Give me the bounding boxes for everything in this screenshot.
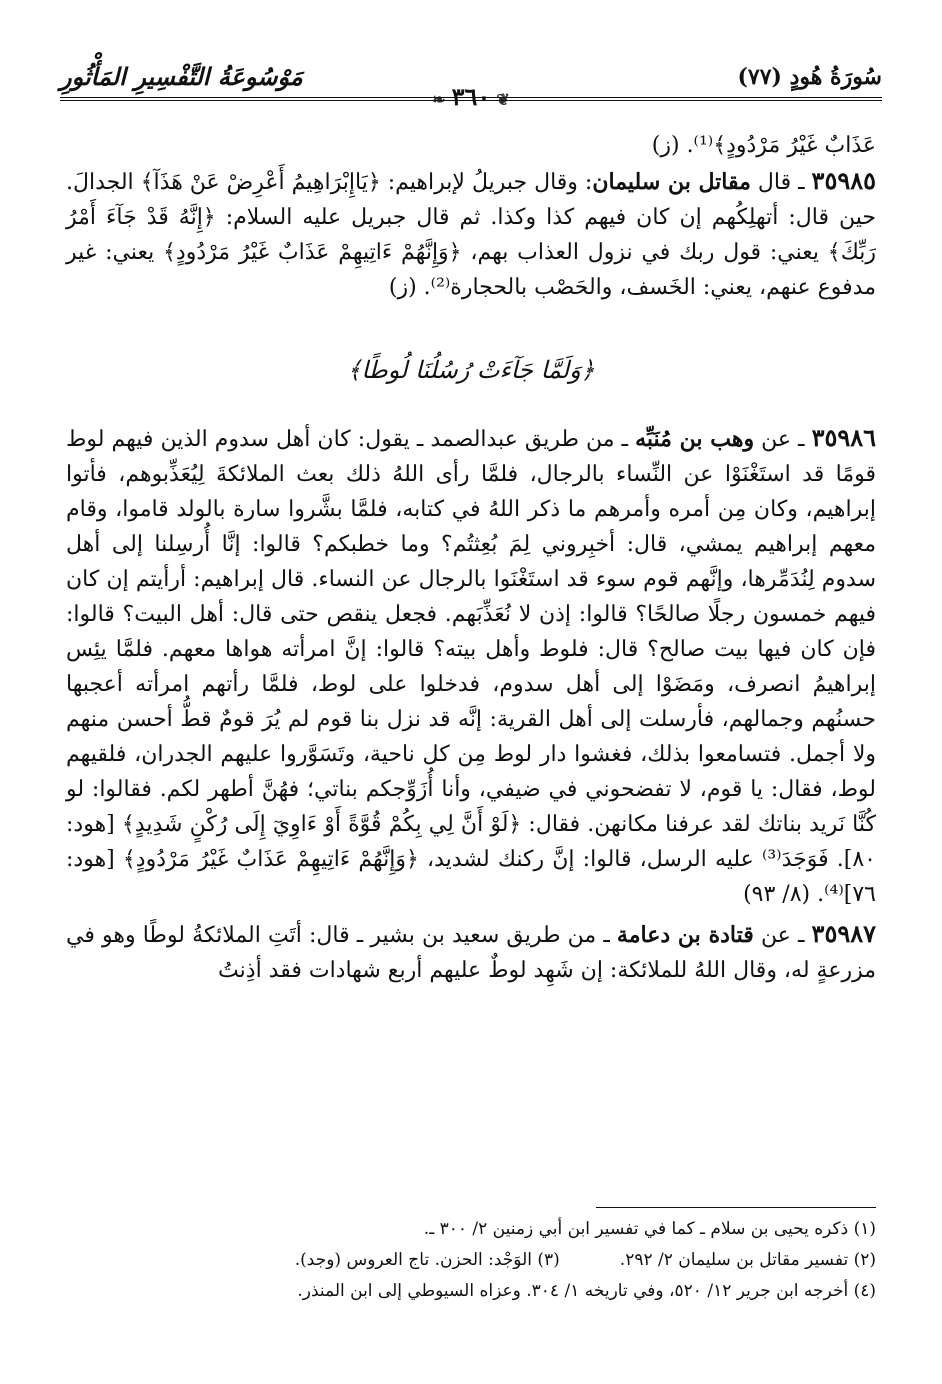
- narrator-name: مقاتل بن سليمان: [592, 169, 751, 195]
- verse-heading: ﴿وَلَمَّا جَآءَتْ رُسُلُنَا لُوطًا﴾: [347, 356, 595, 384]
- book-title: مَوْسُوعَةُ التَّفْسِيرِ المَأْثُورِ: [60, 62, 303, 91]
- paragraph-35986: [66, 420, 876, 912]
- paragraph-35987: [66, 916, 876, 988]
- ornament-icon: ❦: [496, 90, 510, 109]
- footnote-row: [66, 1245, 876, 1276]
- narrator-name: قتادة بن دعامة: [616, 922, 754, 948]
- footnote-2: (٢) تفسير مقاتل بن سليمان ٢/ ٢٩٢.: [619, 1250, 876, 1270]
- narration-text: : وقال جبريلُ لإبراهيم: ﴿يَاإِبْرَاهِيمُ أَعْرِضْ عَنْ هَذَآ﴾ الجدالَ. حين قال: أتهلِكُهم إن كان فيهم كذا وكذا. ثم قال جبريل عليه السلام: ﴿إِنَّهُ قَدْ جَآءَ أَمْرُ رَبِّكَ﴾ يعني: قول ربك في نزول العذاب بهم، ﴿وَإِنَّهُمْ ءَاتِيهِمْ عَذَابٌ غَيْرُ مَرْدُودٍ﴾ يعني: غير مدفوع عنهم، يعني: الخَسف، والحَصْب بالحجارة⁽²⁾. (ز): [66, 170, 876, 300]
- page-number: ٣٦٠: [451, 82, 491, 111]
- narration-number: ٣٥٩٨٧: [811, 919, 876, 948]
- narration-number: ٣٥٩٨٥: [811, 166, 876, 195]
- narration-number: ٣٥٩٨٦: [811, 423, 877, 452]
- footnote-rule: [596, 1207, 876, 1208]
- narration-text: ـ من طريق سعيد بن بشير ـ قال: أتَتِ الملائكةُ لوطًا وهو في مزرعةٍ له، وقال اللهُ للملائكة: إن شَهِد لوطٌ عليهم أربع شهادات فقد أذِنتُ: [66, 923, 876, 983]
- main-text: [66, 128, 876, 988]
- ornament-icon: ❧: [432, 90, 446, 109]
- narrator-name: وهب بن مُنَبِّه: [635, 426, 755, 452]
- narration-lead: ـ عن: [754, 427, 812, 452]
- footnotes: [66, 1214, 876, 1307]
- surah-title: سُورَةُ هُودٍ (٧٧): [737, 64, 882, 90]
- paragraph-continuation: عَذَابٌ غَيْرُ مَرْدُودٍ﴾⁽¹⁾. (ز): [651, 133, 876, 158]
- header-rule: [60, 97, 882, 98]
- header-rule-thin: [60, 100, 882, 101]
- narration-text: ـ من طريق عبدالصمد ـ يقول: كان أهل سدوم الذين فيهم لوط قومًا قد استَغْنَوْا عن النِّساء بالرجال، فلمَّا رأى اللهُ ذلك بعث الملائكةَ لِيُعَذِّبوهم، فأتوا إبراهيم، وكان مِن أمره وأمرهم ما ذكر اللهُ في كتابه، فلمَّا بشَّروا سارة بالولد قاموا، وقام معهم إبراهيم يمشي، قال: أخبِروني لِمَ بُعِثتُم؟ وما خطبكم؟ قالوا: إنَّا أُرسِلنا إلى أهل سدوم لِنُدَمِّرها، وإنَّهم قوم سوء قد استَغْنَوا بالرجال عن النساء. قال إبراهيم: أرأيتم إن كان فيهم خمسون رجلًا صالحًا؟ قالوا: إذن لا نُعَذِّبَهم. فجعل ينقص حتى قال: أهل البيت؟ قالوا: فإن كان فيها بيت صالح؟ قال: فلوط وأهل بيته؟ قالوا: إنَّ امرأته هواها معهم. فلمَّا يئِس إبراهيمُ انصرف، ومَضَوْا إلى أهل سدوم، فدخلوا على لوط، فلمَّا رأتهم امرأته أعجبها حسنُهم وجمالهم، فأرسلت إلى أهل القرية: إنَّه قد نزل بنا قوم لم يُرَ قومٌ قطُّ أحسن منهم ولا أجمل. فتسامعوا بذلك، فغشوا دار لوط مِن كل ناحية، وتَسَوَّروا عليهم الجدران، فلقيهم لوط، فقال: يا قوم، لا تفضحوني في ضيفي، وأنا أُزَوِّجكم بناتي؛ فهُنَّ أطهر لكم. فقالوا: لو كُنَّا نَريد بناتك لقد عرفنا مكانهن. فقال: ﴿لَوْ أَنَّ لِي بِكُمْ قُوَّةً أَوْ ءَاوِيٓ إِلَى رُكْنٍ شَدِيدٍ﴾ [هود: ٨٠]. فَوَجَدَ⁽³⁾ عليه الرسل، قالوا: إنَّ ركنك لشديد، ﴿وَإِنَّهُمْ ءَاتِيهِمْ عَذَابٌ غَيْرُ مَرْدُودٍ﴾ [هود: ٧٦]⁽⁴⁾. (٨/ ٩٣): [66, 427, 876, 907]
- narration-lead: ـ عن: [753, 923, 812, 948]
- paragraph-35985: [66, 163, 876, 305]
- footnote-1: (١) ذكره يحيى بن سلام ـ كما في تفسير ابن أبي زمنين ٢/ ٣٠٠ ـ.: [423, 1219, 876, 1239]
- footnote-3: (٣) الوَجْد: الحزن. تاج العروس (وجد).: [294, 1250, 560, 1270]
- footnote-4: (٤) أخرجه ابن جرير ١٢/ ٥٢٠، وفي تاريخه ١/ ٣٠٤. وعزاه السيوطي إلى ابن المنذر.: [297, 1281, 876, 1301]
- narration-lead: ـ قال: [750, 170, 812, 195]
